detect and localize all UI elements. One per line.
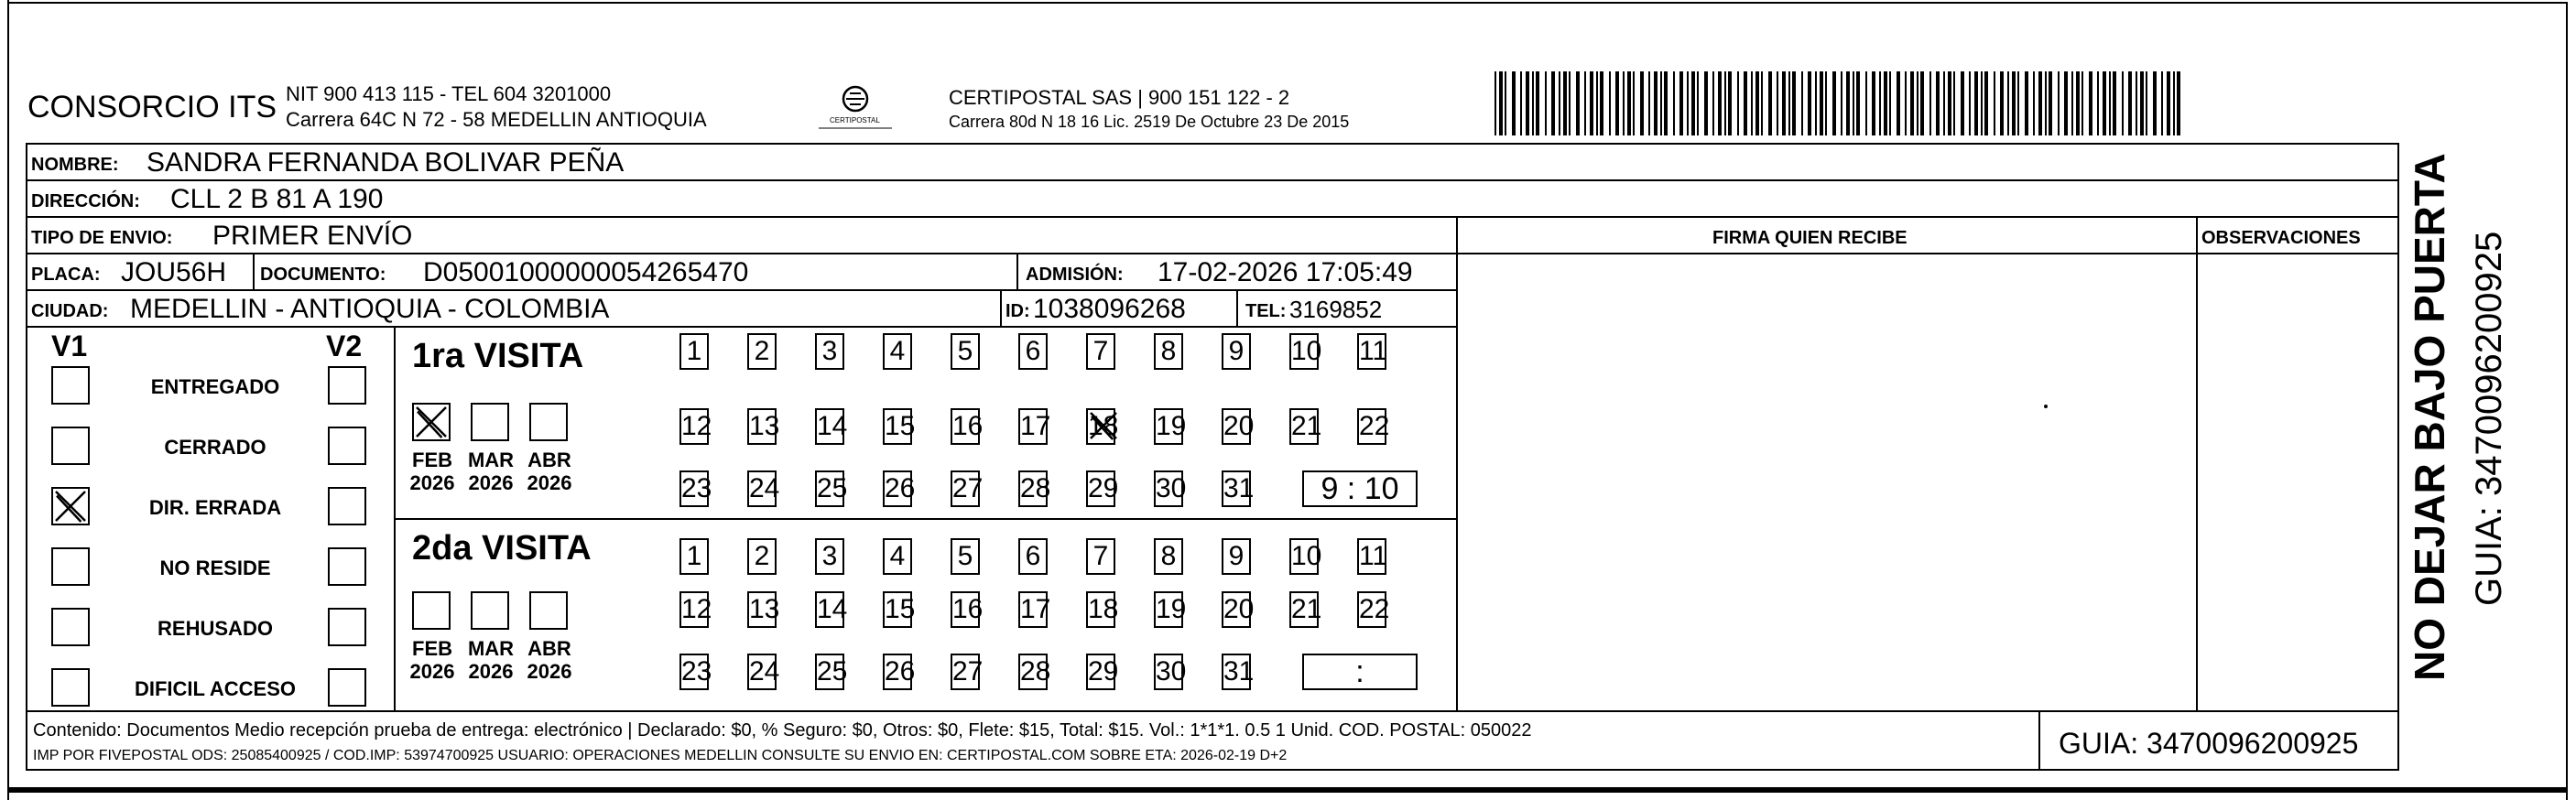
company-name: CONSORCIO ITS — [27, 90, 277, 124]
second-visit-title: 2da VISITA — [412, 529, 592, 568]
day-box: 11 — [1357, 538, 1386, 575]
ciudad-value: MEDELLIN - ANTIOQUIA - COLOMBIA — [130, 294, 610, 324]
contenido-text: Contenido: Documentos Medio recepción prueba de entrega: electrónico | Declarado: $0, % Seguro: $0, Otros: $0, Flete: $15, Total: $15. Vol.: 1*1*1. 0.5 1 Unid. COD. POSTAL: 050022 — [33, 720, 1532, 741]
page-top-border — [7, 2, 2567, 4]
day-box: 20 — [1222, 408, 1251, 445]
day-box: 14 — [815, 408, 844, 445]
day-box: 8 — [1154, 333, 1183, 370]
direccion-value: CLL 2 B 81 A 190 — [170, 184, 384, 214]
v1-header: V1 — [51, 330, 88, 362]
day-box: 24 — [747, 654, 777, 690]
day-box: 1 — [679, 333, 709, 370]
month-checkbox — [471, 403, 509, 441]
status-label: DIFICIL ACCESO — [134, 677, 296, 700]
day-box: 2 — [747, 538, 777, 575]
day-box: 9 — [1222, 538, 1251, 575]
day-box: 9 — [1222, 333, 1251, 370]
documento-value: D05001000000054265470 — [423, 257, 749, 287]
day-box: 28 — [1018, 654, 1048, 690]
month-label: ABR 2026 — [527, 637, 572, 684]
firma-header: FIRMA QUIEN RECIBE — [1712, 228, 1908, 248]
imp-text: IMP POR FIVEPOSTAL ODS: 25085400925 / COD.IMP: 53974700925 USUARIO: OPERACIONES MEDELLIN CONSULTE SU ENVIO EN: CERTIPOSTAL.COM SOBRE ETA: 2026-02-19 D+2 — [33, 748, 1288, 763]
day-box: 24 — [747, 470, 777, 507]
status-label: ENTREGADO — [150, 375, 280, 398]
carrier-name: CERTIPOSTAL SAS | 900 151 122 - 2 — [949, 86, 1290, 109]
tipo-envio-value: PRIMER ENVÍO — [212, 221, 413, 251]
day-box: 15 — [883, 591, 912, 628]
nombre-value: SANDRA FERNANDA BOLIVAR PEÑA — [147, 147, 625, 178]
visit-divider — [394, 518, 1458, 520]
signature-mark — [2044, 405, 2048, 408]
form-bottom-line — [26, 769, 2399, 771]
placa-label: PLACA: — [31, 265, 101, 285]
firma-left-line — [1456, 216, 1458, 712]
day-box: 12 — [679, 591, 709, 628]
form-line-4 — [26, 289, 1456, 291]
obs-left-line — [2196, 216, 2198, 712]
carrier-license: Carrera 80d N 18 16 Lic. 2519 De Octubre 23 De 2015 — [949, 113, 1350, 131]
day-box: 17 — [1018, 408, 1048, 445]
time-box: 9 : 10 — [1302, 470, 1418, 507]
day-box: 16 — [951, 408, 980, 445]
day-box: 6 — [1018, 333, 1048, 370]
day-mark-icon — [1088, 410, 1119, 441]
day-box: 5 — [951, 333, 980, 370]
admision-label: ADMISIÓN: — [1026, 265, 1124, 285]
placa-value: JOU56H — [121, 257, 227, 287]
day-box: 22 — [1357, 408, 1386, 445]
check-mark-icon — [414, 405, 449, 439]
barcode — [1495, 71, 2183, 135]
guia-footer: GUIA: 3470096200925 — [2059, 727, 2359, 760]
first-visit-title: 1ra VISITA — [412, 337, 584, 375]
day-box: 31 — [1222, 470, 1251, 507]
tipo-envio-label: TIPO DE ENVIO: — [31, 228, 173, 248]
v2-header: V2 — [326, 330, 363, 362]
day-box: 18 — [1086, 591, 1115, 628]
day-box: 7 — [1086, 333, 1115, 370]
tel-value: 3169852 — [1289, 296, 1383, 323]
month-label: FEB 2026 — [409, 449, 455, 495]
page-bottom-border — [7, 787, 2567, 793]
day-box: 3 — [815, 538, 844, 575]
page-left-border — [7, 0, 9, 800]
day-box: 25 — [815, 470, 844, 507]
time-box: : — [1302, 654, 1418, 690]
day-box: 10 — [1289, 333, 1319, 370]
day-box: 5 — [951, 538, 980, 575]
form-line-5 — [26, 326, 1456, 328]
day-box: 1 — [679, 538, 709, 575]
v1-checkbox — [51, 547, 90, 586]
day-box: 3 — [815, 333, 844, 370]
nombre-label: NOMBRE: — [31, 155, 119, 175]
day-box: 12 — [679, 408, 709, 445]
day-box: 19 — [1154, 591, 1183, 628]
v1-checkbox — [51, 668, 90, 707]
logo-caption: CERTIPOSTAL — [830, 116, 880, 124]
day-box: 21 — [1289, 591, 1319, 628]
day-box: 29 — [1086, 470, 1115, 507]
certipostal-logo — [810, 82, 901, 135]
company-address: Carrera 64C N 72 - 58 MEDELLIN ANTIOQUIA — [286, 108, 707, 131]
id-label: ID: — [1005, 301, 1030, 321]
day-box: 15 — [883, 408, 912, 445]
day-box: 22 — [1357, 591, 1386, 628]
day-box: 4 — [883, 333, 912, 370]
day-box: 20 — [1222, 591, 1251, 628]
month-checkbox — [529, 591, 568, 630]
day-box: 31 — [1222, 654, 1251, 690]
day-box: 7 — [1086, 538, 1115, 575]
observaciones-header: OBSERVACIONES — [2201, 228, 2361, 248]
day-box: 8 — [1154, 538, 1183, 575]
day-box: 27 — [951, 470, 980, 507]
form-line-2 — [26, 216, 2399, 218]
form-top-line — [26, 143, 2399, 145]
day-box: 2 — [747, 333, 777, 370]
status-label: NO RESIDE — [159, 557, 271, 579]
v1-checkbox — [51, 366, 90, 405]
month-checkbox — [412, 591, 451, 630]
day-box: 17 — [1018, 591, 1048, 628]
day-box: 10 — [1289, 538, 1319, 575]
status-label: DIR. ERRADA — [148, 496, 282, 519]
month-label: ABR 2026 — [527, 449, 572, 495]
month-checkbox — [529, 403, 568, 441]
day-box: 21 — [1289, 408, 1319, 445]
day-box: 18 — [1086, 408, 1115, 445]
day-box: 26 — [883, 654, 912, 690]
no-dejar-bajo-puerta: NO DEJAR BAJO PUERTA — [2406, 153, 2453, 681]
day-box: 13 — [747, 591, 777, 628]
placa-divider — [253, 253, 255, 291]
day-box: 16 — [951, 591, 980, 628]
status-label: REHUSADO — [158, 617, 273, 640]
day-box: 13 — [747, 408, 777, 445]
company-nit: NIT 900 413 115 - TEL 604 3201000 — [286, 82, 612, 105]
form-left-line — [26, 143, 27, 771]
day-box: 30 — [1154, 470, 1183, 507]
status-label: CERRADO — [164, 436, 266, 459]
tel-label: TEL: — [1245, 301, 1287, 321]
day-box: 30 — [1154, 654, 1183, 690]
day-box: 4 — [883, 538, 912, 575]
id-divider — [1000, 289, 1002, 328]
documento-label: DOCUMENTO: — [260, 265, 386, 285]
form-right-line — [2397, 143, 2399, 771]
tel-divider — [1236, 289, 1238, 328]
check-mark-icon — [53, 489, 88, 524]
form-line-6 — [26, 710, 2399, 712]
day-box: 26 — [883, 470, 912, 507]
month-label: MAR 2026 — [467, 637, 515, 684]
day-box: 23 — [679, 470, 709, 507]
barcode-icon — [1495, 71, 2183, 135]
form-line-1 — [26, 179, 2399, 181]
day-box: 11 — [1357, 333, 1386, 370]
v1-checkbox — [51, 427, 90, 465]
admision-value: 17-02-2026 17:05:49 — [1158, 257, 1413, 287]
admision-divider — [1016, 253, 1018, 291]
day-box: 19 — [1154, 408, 1183, 445]
v1-checkbox — [51, 608, 90, 646]
month-checkbox — [471, 591, 509, 630]
direccion-label: DIRECCIÓN: — [31, 191, 140, 211]
day-box: 29 — [1086, 654, 1115, 690]
side-guia: GUIA: 3470096200925 — [2469, 231, 2509, 606]
day-box: 28 — [1018, 470, 1048, 507]
guia-divider — [2038, 710, 2040, 771]
form-line-3 — [26, 253, 2399, 254]
day-box: 23 — [679, 654, 709, 690]
page-right-border — [2566, 2, 2568, 800]
id-value: 1038096268 — [1033, 294, 1186, 324]
month-label: FEB 2026 — [409, 637, 455, 684]
day-box: 27 — [951, 654, 980, 690]
day-box: 6 — [1018, 538, 1048, 575]
day-box: 14 — [815, 591, 844, 628]
seal-icon — [810, 82, 901, 135]
day-box: 25 — [815, 654, 844, 690]
ciudad-label: CIUDAD: — [31, 301, 109, 321]
month-label: MAR 2026 — [467, 449, 515, 495]
